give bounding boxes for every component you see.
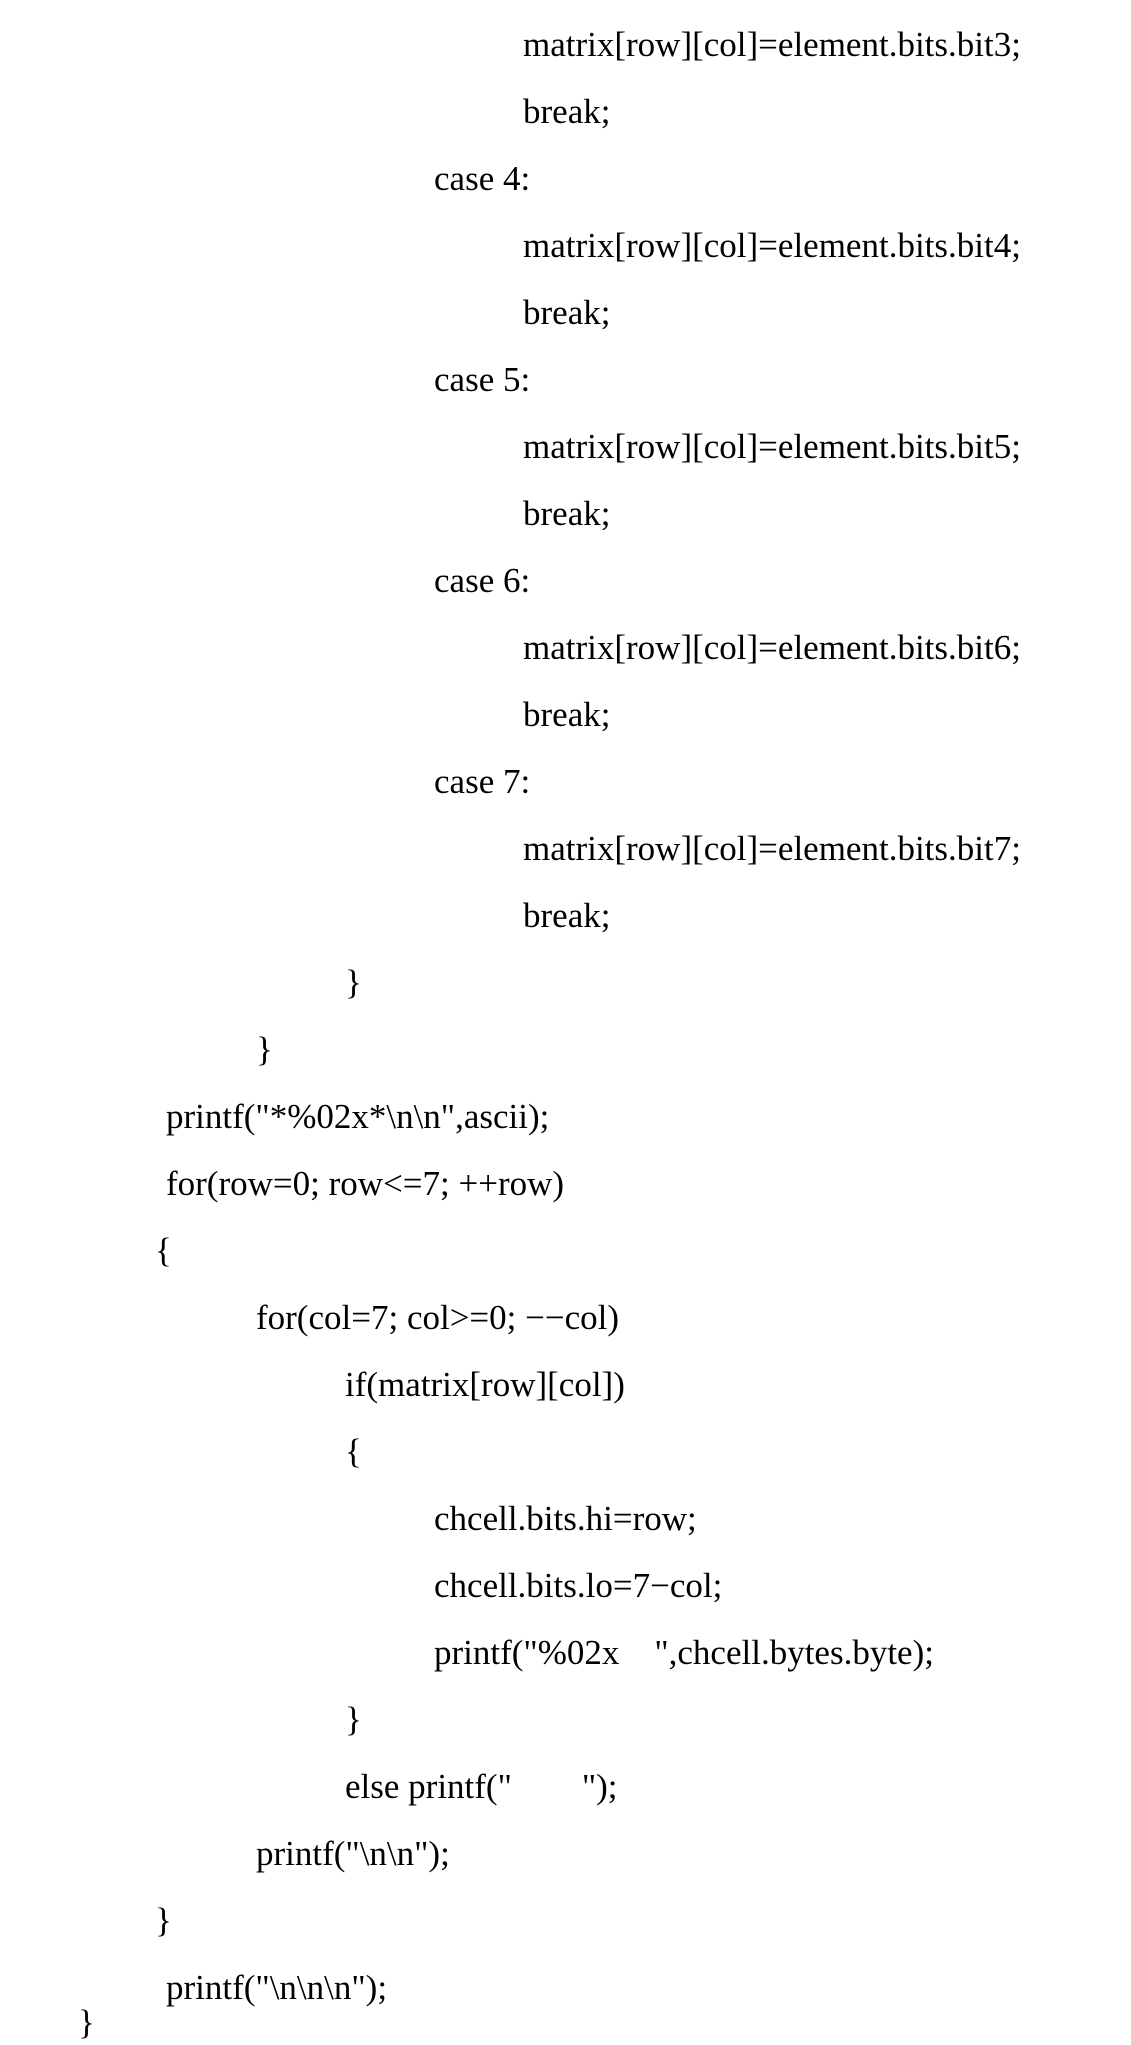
code-line: case 7: [434,762,531,801]
code-line: break; [523,92,611,131]
code-line: } [78,2003,95,2042]
code-line: else printf(" "); [345,1767,618,1806]
code-line: break; [523,896,611,935]
code-line: for(col=7; col>=0; −−col) [256,1298,620,1337]
code-line: } [345,963,362,1002]
code-line: chcell.bits.hi=row; [434,1499,697,1538]
code-line: matrix[row][col]=element.bits.bit6; [523,628,1021,667]
code-line: } [345,1700,362,1739]
code-line: printf("*%02x*\n\n",ascii); [166,1097,550,1136]
code-line: matrix[row][col]=element.bits.bit5; [523,427,1021,466]
code-line: } [155,1901,172,1940]
code-line: if(matrix[row][col]) [345,1365,625,1404]
code-line: break; [523,494,611,533]
code-line: break; [523,695,611,734]
code-line: { [155,1231,172,1270]
code-line: matrix[row][col]=element.bits.bit3; [523,25,1021,64]
code-line: matrix[row][col]=element.bits.bit7; [523,829,1021,868]
code-line: case 4: [434,159,531,198]
code-line: printf("%02x ",chcell.bytes.byte); [434,1633,934,1672]
code-line: break; [523,293,611,332]
code-line: } [256,1030,273,1069]
code-line: chcell.bits.lo=7−col; [434,1566,723,1605]
code-line: { [345,1432,362,1471]
code-line: case 5: [434,360,531,399]
code-line: printf("\n\n\n"); [166,1968,388,2007]
code-line: matrix[row][col]=element.bits.bit4; [523,226,1021,265]
code-line: case 6: [434,561,531,600]
code-line: for(row=0; row<=7; ++row) [166,1164,565,1203]
code-line: printf("\n\n"); [256,1834,450,1873]
